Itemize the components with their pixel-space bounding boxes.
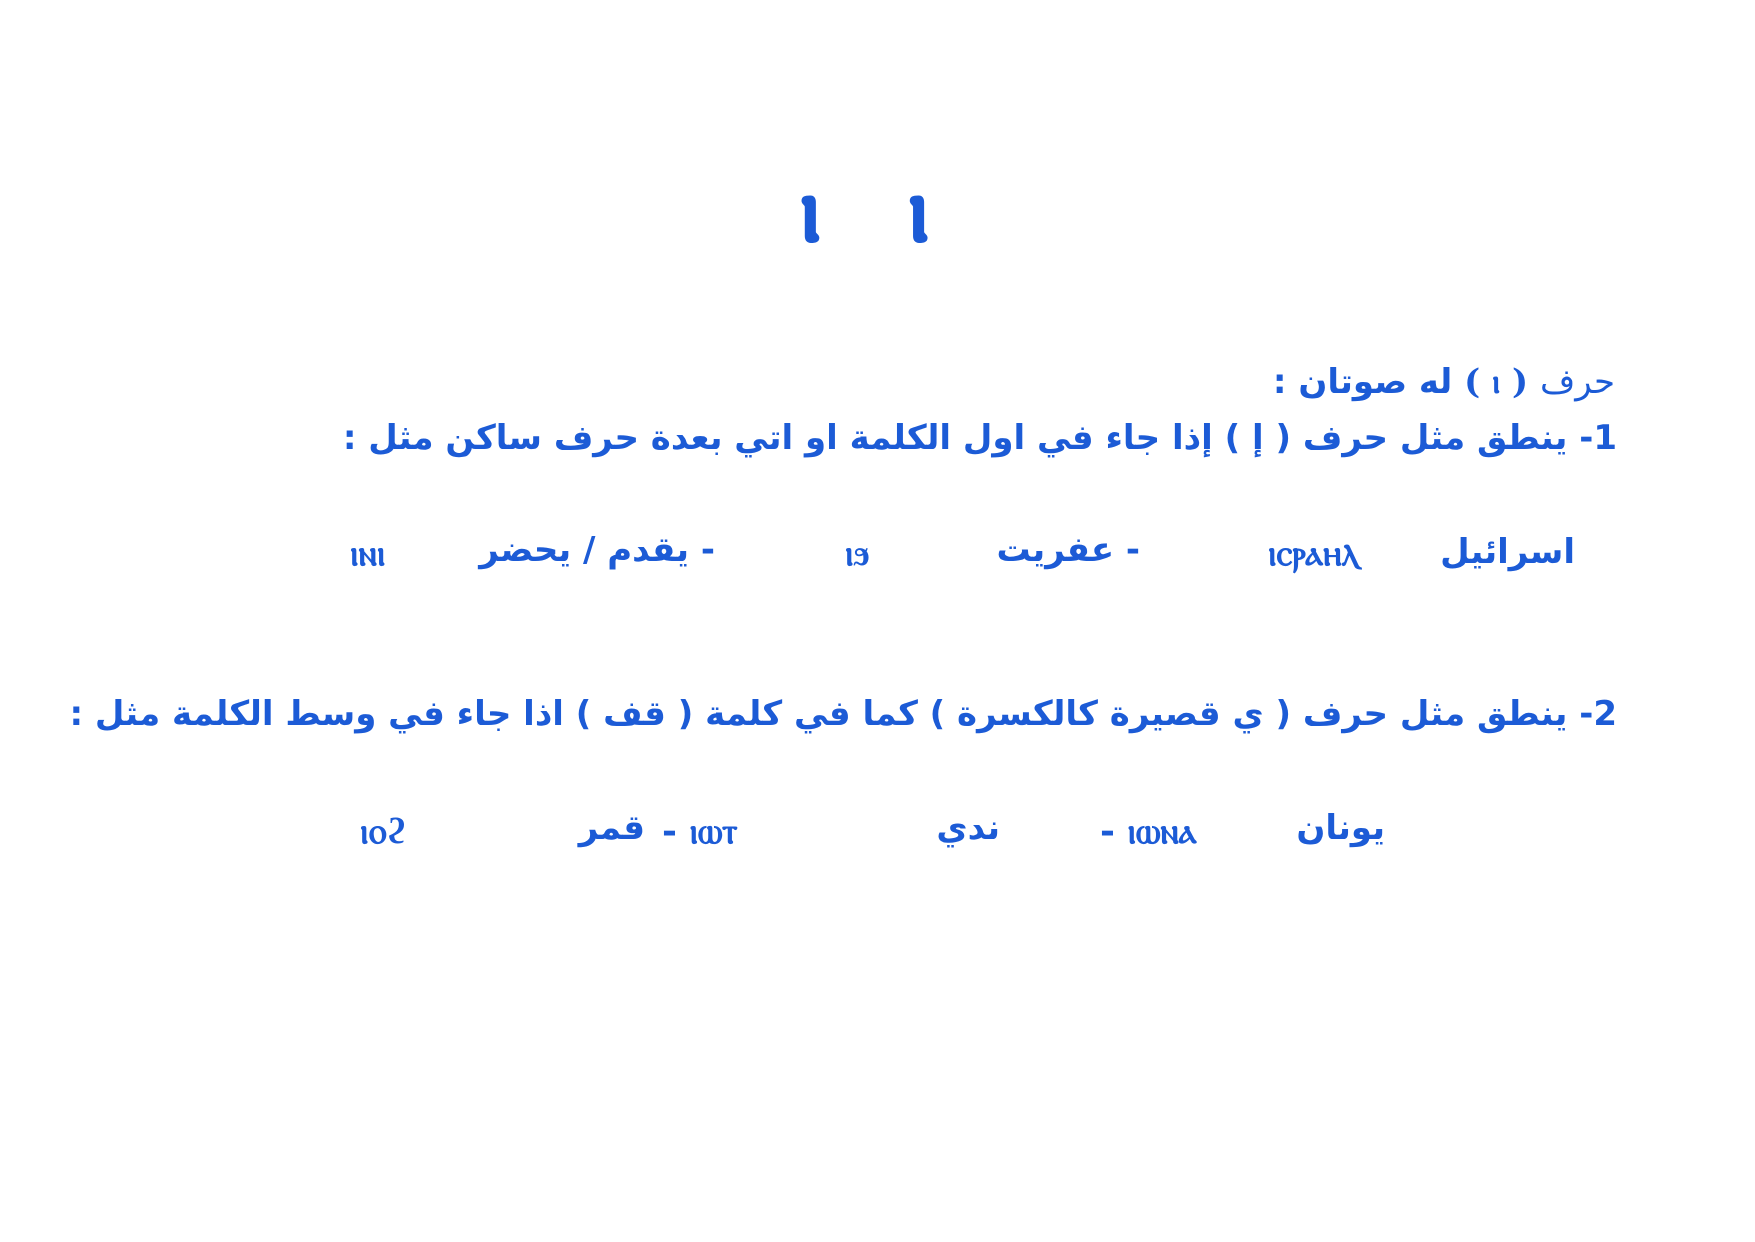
rule2-example-3-coptic: ⲓⲟϩ: [360, 810, 408, 852]
rule2-example-3-arabic: قمر: [578, 808, 645, 848]
rule2-example-1-coptic: - ⲓⲱⲛⲁ: [1100, 810, 1197, 852]
rule1-example-2-coptic: ⲓϧ: [845, 532, 870, 574]
rule2-example-2-arabic: ندي: [936, 808, 1000, 848]
rule1-example-3-coptic: ⲓⲛⲓ: [350, 532, 386, 574]
rule1-example-3-arabic: - يقدم / يحضر: [479, 530, 715, 570]
page-title: ⲓ ⲓ: [798, 151, 957, 264]
rule2-example-2-coptic: - ⲓⲱⲧ: [662, 810, 738, 852]
rule1-example-1-coptic: ⲓⲥⲣⲁⲏⲗ: [1268, 532, 1359, 574]
rule-1-text: 1- ينطق مثل حرف ( إ ) إذا جاء في اول الكلمة او اتي بعدة حرف ساكن مثل :: [342, 418, 1617, 458]
intro-prefix: حرف: [1539, 362, 1615, 402]
intro-letter: ( ⲓ ): [1464, 362, 1529, 402]
rule2-example-1-arabic: يونان: [1296, 808, 1385, 848]
rule1-example-1-arabic: اسرائيل: [1440, 532, 1575, 572]
intro-suffix: له صوتان :: [1272, 362, 1453, 402]
rule-2-text: 2- ينطق مثل حرف ( ي قصيرة كالكسرة ) كما في كلمة ( قف ) اذا جاء في وسط الكلمة مثل :: [69, 694, 1617, 734]
intro-line: [1273, 362, 1615, 403]
rule1-example-2-arabic: - عفريت: [996, 530, 1140, 570]
